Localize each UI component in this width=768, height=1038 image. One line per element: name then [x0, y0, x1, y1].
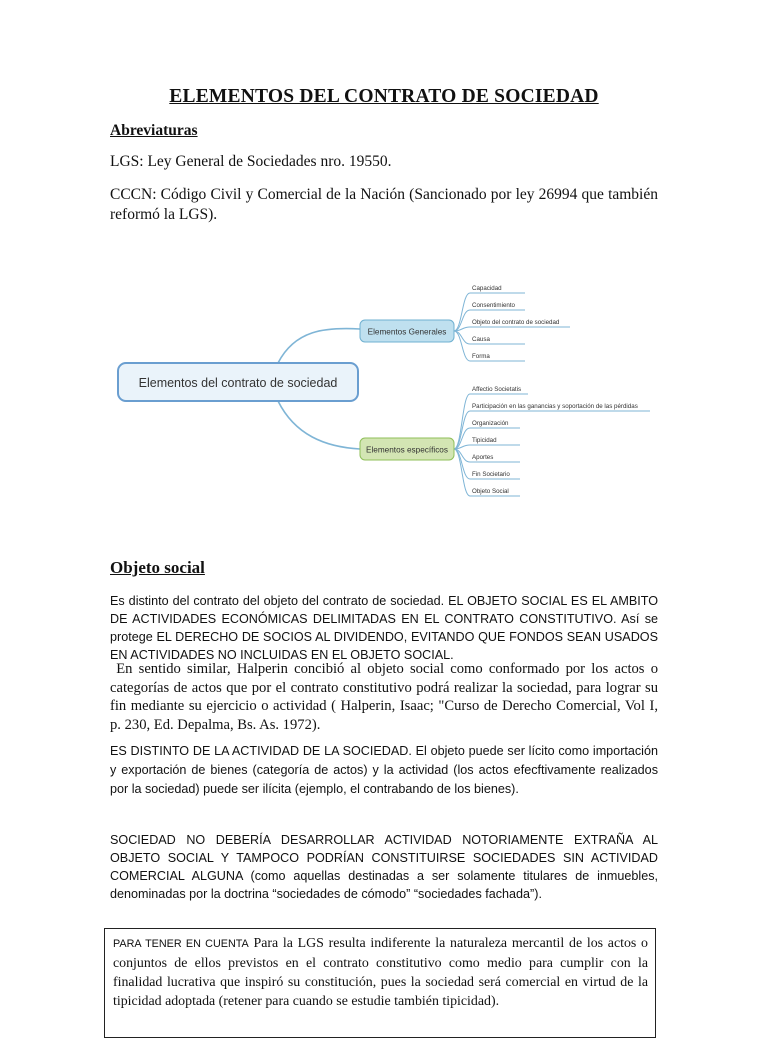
connector-generales-leaf-2	[454, 327, 570, 331]
mindmap-leaf-fin-societario: Fin Societario	[472, 471, 510, 478]
mindmap-leaf-affectio: Affectio Societatis	[472, 386, 522, 393]
mindmap-diagram	[110, 265, 658, 515]
note-lead: PARA TENER EN CUENTA	[113, 938, 249, 950]
connector-root-especificos	[278, 401, 360, 449]
mindmap-branch-generales-label: Elementos Generales	[367, 327, 447, 337]
mindmap-leaf-capacidad: Capacidad	[472, 285, 502, 292]
document-title: ELEMENTOS DEL CONTRATO DE SOCIEDAD	[169, 86, 599, 107]
mindmap-leaf-objeto-social: Objeto Social	[472, 488, 509, 495]
objeto-paragraph-actividad: ES DISTINTO DE LA ACTIVIDAD DE LA SOCIEDAD. El objeto puede ser lícito como importación y exportación de bienes (categoría de actos) y la actividad (los actos efecftivamente realizados por la sociedad) puede ser ilícita (ejemplo, el contrabando de los bienes).	[110, 744, 658, 796]
mindmap-leaf-causa: Causa	[472, 336, 490, 343]
abbreviation-lgs: LGS: Ley General de Sociedades nro. 19550.	[110, 153, 392, 170]
mindmap-leaf-organizacion: Organización	[472, 420, 509, 427]
mindmap-leaf-consentimiento: Consentimiento	[472, 302, 515, 309]
connector-root-generales	[278, 329, 360, 363]
note-box	[104, 928, 656, 1038]
mindmap-leaf-aportes: Aportes	[472, 454, 494, 461]
abbreviations-heading: Abreviaturas	[110, 122, 198, 139]
objeto-social-heading: Objeto social	[110, 558, 205, 577]
objeto-paragraph-extrana: SOCIEDAD NO DEBERÍA DESARROLLAR ACTIVIDAD NOTORIAMENTE EXTRAÑA AL OBJETO SOCIAL Y TAMPOCO PODRÍAN CONSTITUIRSE SOCIEDADES SIN ACTIVIDAD COMERCIAL ALGUNA (como aquellas destinadas a ser solamente titulares de inmuebles, denominadas por la doctrina “sociedades de cómodo” “sociedades fachada”).	[110, 833, 658, 901]
objeto-paragraph-halperin: En sentido similar, Halperin concibió al objeto social como conformado por los actos o categorías de actos que por el contrato constitutivo podrá realizar la sociedad, para lograr su fin mediante su ejercicio o actividad ( Halperin, Isaac; "Curso de Derecho Comercial, Vol I, p. 230, Ed. Depalma, Bs. As. 1972).	[110, 661, 662, 733]
objeto-paragraph-1: Es distinto del contrato del objeto del contrato de sociedad. EL OBJETO SOCIAL ES EL AMBITO DE ACTIVIDADES ECONÓMICAS DELIMITADAS EN EL CONTRATO CONSTITUTIVO. Así se protege EL DERECHO DE SOCIOS AL DIVIDENDO, EVITANDO QUE FONDOS SEAN USADOS EN ACTIVIDADES NO INCLUIDAS EN EL OBJETO SOCIAL.	[110, 594, 658, 662]
connector-especificos-leaf-3	[454, 445, 520, 449]
mindmap-leaf-forma: Forma	[472, 353, 490, 360]
mindmap-leaf-objeto-contrato: Objeto del contrato de sociedad	[472, 319, 560, 326]
abbreviation-cccn: CCCN: Código Civil y Comercial de la Nación (Sancionado por ley 26994 que también reformó la LGS).	[110, 186, 658, 223]
mindmap-leaf-tipicidad: Tipicidad	[472, 437, 497, 444]
note-text: Para la LGS resulta indiferente la naturaleza mercantil de los actos o conjuntos de ellos previstos en el contrato constitutivo como medio para cumplir con la finalidad lucrativa que inspiró su constitución, pues la sociedad será comercial en virtud de la tipicidad adoptada (retener para cuando se estudie también tipicidad).	[113, 936, 648, 1009]
mindmap-root-label: Elementos del contrato de sociedad	[138, 376, 338, 390]
mindmap-generales-children	[472, 285, 560, 360]
mindmap-branch-especificos-label: Elementos específicos	[366, 445, 448, 455]
mindmap-leaf-participacion: Participación en las ganancias y soportación de las pérdidas	[472, 403, 638, 410]
